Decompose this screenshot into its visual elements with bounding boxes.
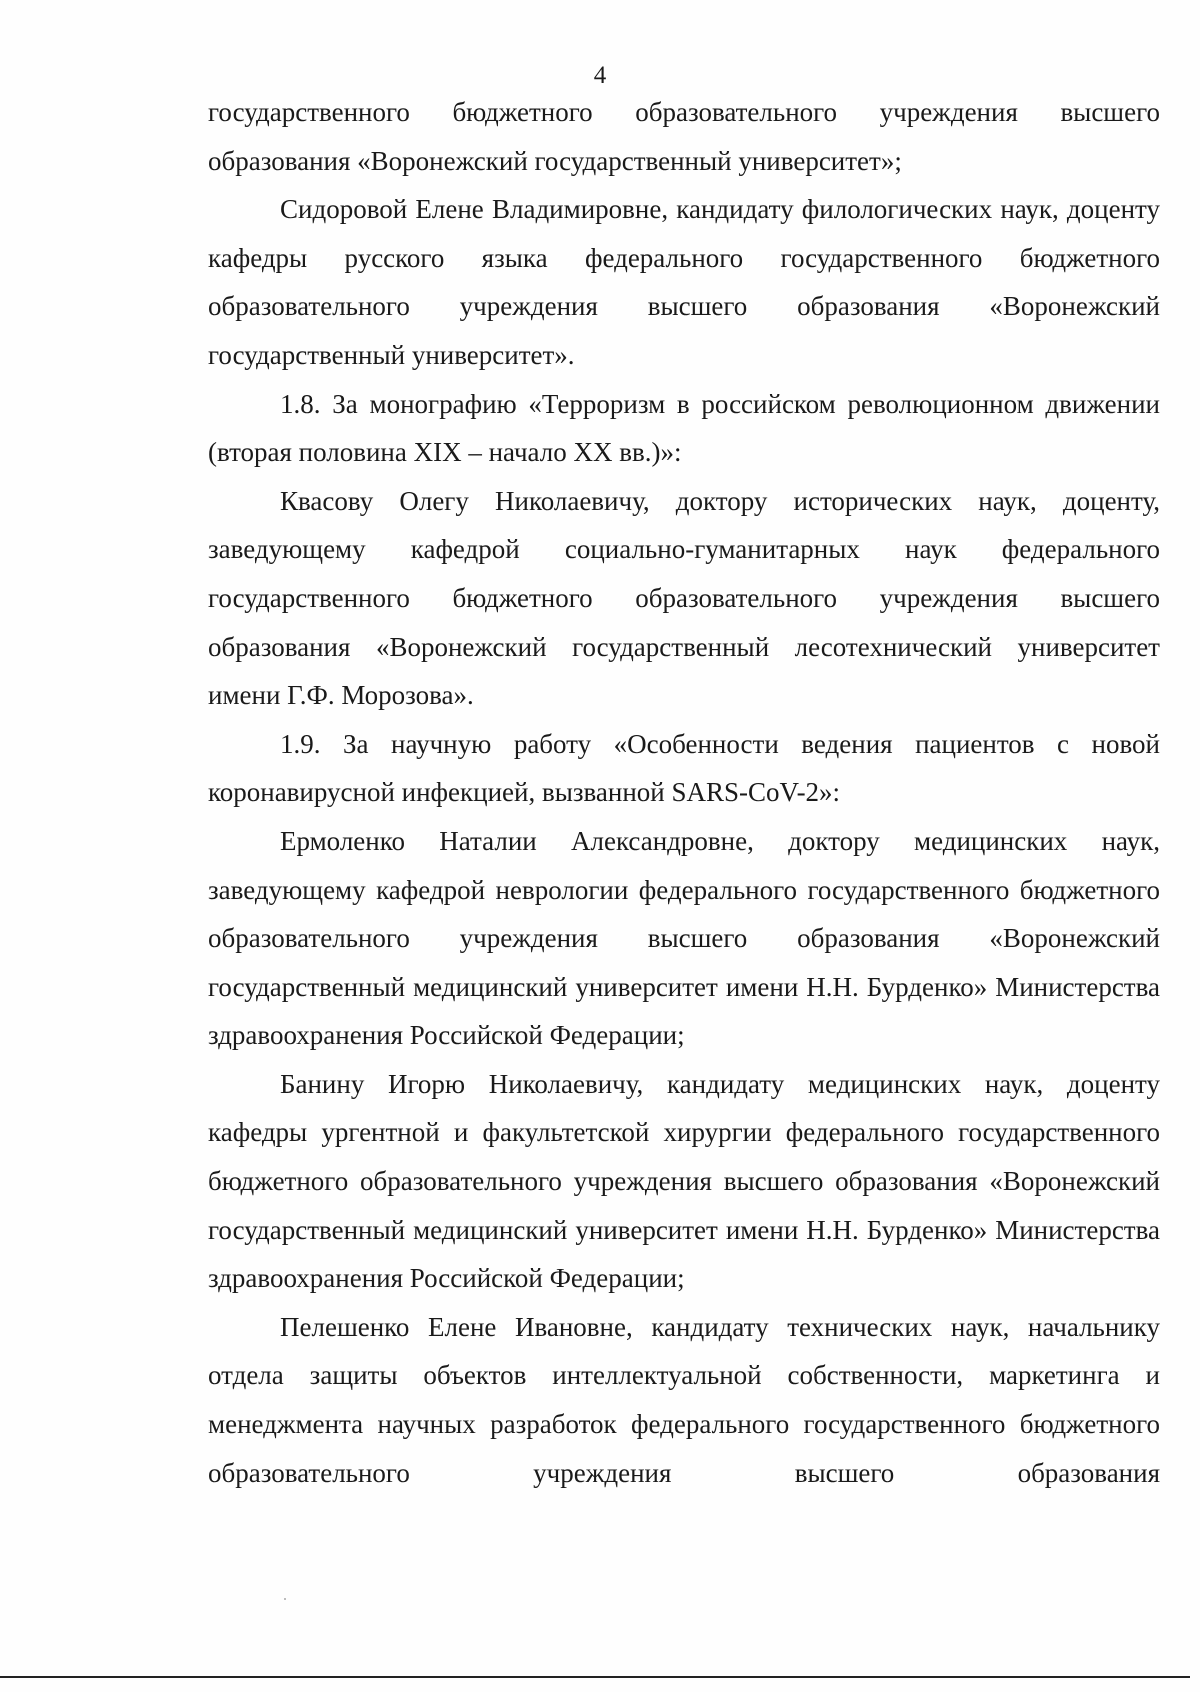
paragraph-item-1-9: 1.9. За научную работу «Особенности ведения пациентов с новой коронавирусной инфекцией, вызванной SARS-CoV-2»: [208, 728, 1160, 808]
paragraph-sidorova: Сидоровой Елене Владимировне, кандидату филологических наук, доценту кафедры русского языка федерального государственного бюджетного образовательного учреждения высшего образования «Воронежский государственный университет». [208, 194, 1160, 370]
paragraph-peleshenko: Пелешенко Елене Ивановне, кандидату технических наук, начальнику отдела защиты объектов интеллектуальной собственности, маркетинга и менеджмента научных разработок федерального государственного бюджетного образовательного учреждения высшего образования [208, 1311, 1160, 1488]
paragraph-kvasov: Квасову Олегу Николаевичу, доктору исторических наук, доценту, заведующему кафедрой социально-гуманитарных наук федерального государственного бюджетного образовательного учреждения высшего образования «Воронежский государственный лесотехнический университет имени Г.Ф. Морозова». [208, 485, 1160, 711]
scan-speck [284, 1598, 286, 1600]
paragraph-ermolenko: Ермоленко Наталии Александровне, доктору медицинских наук, заведующему кафедрой неврологии федерального государственного бюджетного образовательного учреждения высшего образования «Воронежский государственный медицинский университет имени Н.Н. Бурденко» Министерства здравоохранения Российской Федерации; [208, 825, 1160, 1051]
paragraph-banin: Банину Игорю Николаевичу, кандидату медицинских наук, доценту кафедры ургентной и факультетской хирургии федерального государственного бюджетного образовательного учреждения высшего образования «Воронежский государственный медицинский университет имени Н.Н. Бурденко» Министерства здравоохранения Российской Федерации; [208, 1068, 1160, 1294]
paragraph-item-1-8: 1.8. За монографию «Терроризм в российском революционном движении (вторая половина XIX – начало XX вв.)»: [208, 388, 1160, 468]
bottom-edge-line [0, 1676, 1190, 1678]
page-number: 4 [593, 62, 607, 89]
paragraph-continuation: государственного бюджетного образовательного учреждения высшего образования «Воронежский государственный университет»; [208, 97, 1160, 176]
document-body [208, 88, 1160, 1497]
